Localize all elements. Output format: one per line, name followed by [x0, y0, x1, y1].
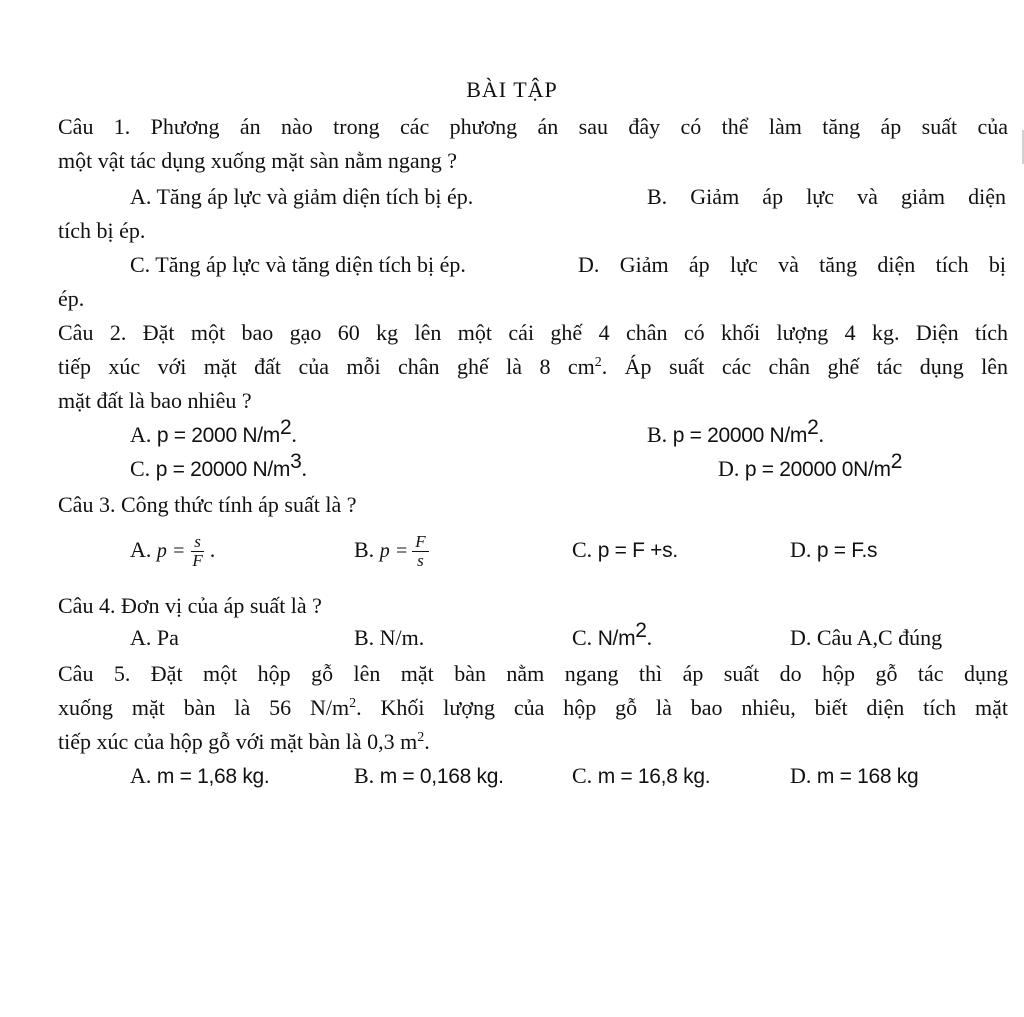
q5-option-b: B. m = 0,168 kg.	[354, 763, 504, 788]
q2-text-line-1: Câu 2. Đặt một bao gạo 60 kg lên một cái ghế 4 chân có khối lượng 4 kg. Diện tích	[58, 320, 1008, 345]
q1-option-d-continued: ép.	[58, 286, 85, 311]
q2-option-c: C. p = 20000 $N/m^3$.	[130, 450, 308, 481]
q3-text-line-1: Câu 3. Công thức tính áp suất là ?	[58, 492, 357, 517]
page-title: BÀI TẬP	[466, 77, 558, 102]
q4-text-line-1: Câu 4. Đơn vị của áp suất là ?	[58, 593, 322, 618]
q1-option-d: D. Giảm áp lực và tăng diện tích bị	[578, 252, 1006, 277]
q1-text-line-1: Câu 1. Phương án nào trong các phương án sau đây có thể làm tăng áp suất của	[58, 114, 1008, 139]
q5-option-d: D. m = 168 kg	[790, 763, 919, 788]
q3-option-a: A. p = $\frac{s}{F}$ .	[130, 532, 216, 571]
q4-option-c: C. $N/m^2$.	[572, 619, 653, 650]
q4-option-a: A. Pa	[130, 625, 179, 650]
q1-text-line-2: một vật tác dụng xuống mặt sàn nằm ngang ?	[58, 148, 457, 173]
q5-text-line-2: xuống mặt bàn là 56 $N/m^2$. Khối lượng của hộp gỗ là bao nhiêu, biết diện tích mặt	[58, 695, 1009, 720]
q4-option-b: B. N/m.	[354, 625, 425, 650]
q3-option-c: C. p = F +s.	[572, 537, 678, 562]
q3-option-a-fraction: $\frac{s}{F}$	[192, 532, 203, 571]
q3-option-b: B. p = $\frac{F}{s}$	[354, 530, 433, 571]
q2-text-line-3: mặt đất là bao nhiêu ?	[58, 388, 252, 413]
q5-text-line-3: tiếp xúc của hộp gỗ với mặt bàn là 0,3 $m^2$.	[58, 729, 430, 754]
q2-text-line-2: tiếp xúc với mặt đất của mỗi chân ghế là 8 $cm^2$. Áp suất các chân ghế tác dụng lên	[58, 354, 1009, 379]
q5-text-line-1: Câu 5. Đặt một hộp gỗ lên mặt bàn nằm ngang thì áp suất do hộp gỗ tác dụng	[58, 661, 1008, 686]
q2-option-a: A. p = 2000 $N/m^2$.	[130, 416, 297, 447]
q1-option-c: C. Tăng áp lực và tăng diện tích bị ép.	[130, 252, 466, 277]
q2-option-b: B. p = 20000 $N/m^2$.	[647, 416, 825, 447]
q1-option-b: B. Giảm áp lực và giảm diện	[647, 184, 1006, 209]
q4-option-d: D. Câu A,C đúng	[790, 625, 943, 650]
q2-option-d: D. p = 20000 $0N/m^2$	[718, 450, 903, 481]
q5-option-c: C. m = 16,8 kg.	[572, 763, 711, 788]
q1-option-b-continued: tích bị ép.	[58, 218, 146, 243]
q1-option-a: A. Tăng áp lực và giảm diện tích bị ép.	[130, 184, 474, 209]
q5-option-a: A. m = 1,68 kg.	[130, 763, 270, 788]
q3-option-b-fraction: $\frac{F}{s}$	[412, 533, 428, 570]
q3-option-d: D. p = F.s	[790, 537, 878, 562]
